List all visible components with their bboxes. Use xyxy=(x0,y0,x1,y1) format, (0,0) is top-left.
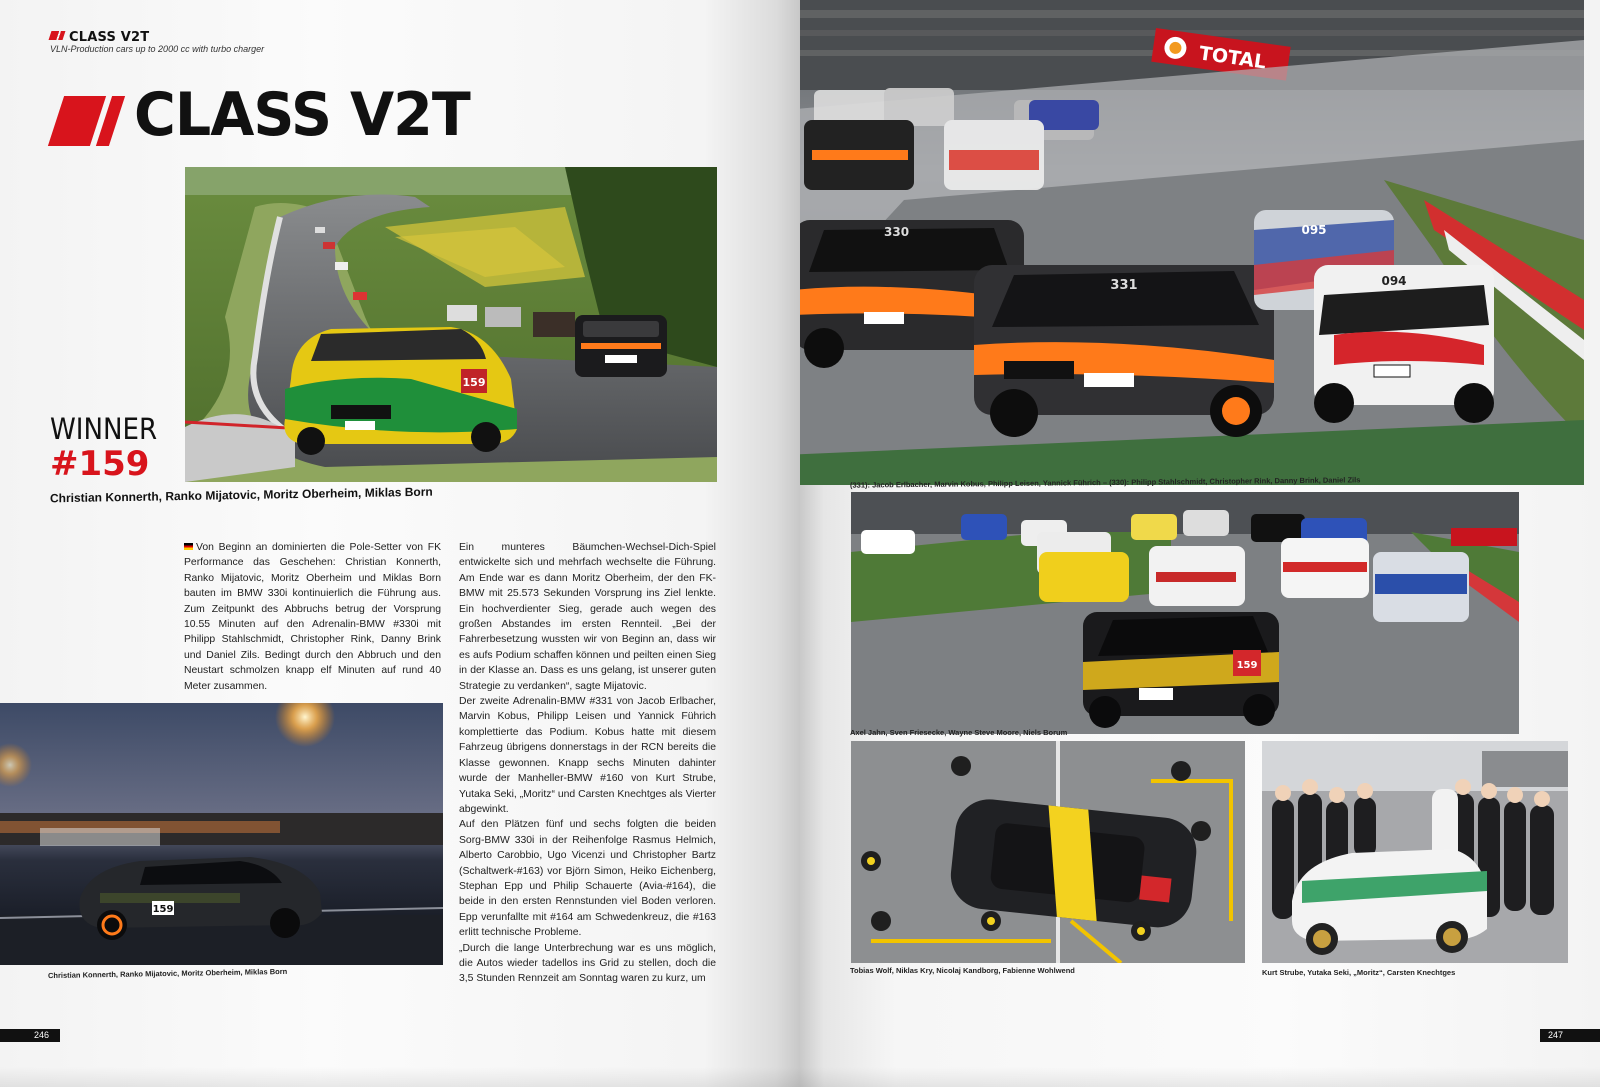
mid-race-photo xyxy=(851,492,1519,734)
germany-flag-icon xyxy=(184,543,193,550)
team-photo xyxy=(1262,741,1568,963)
winner-photo xyxy=(185,167,717,482)
top-car-number: 331 xyxy=(1110,278,1138,293)
column-2-paragraph: Der zweite Adrenalin-BMW #331 von Jacob Erlbacher, Marvin Kobus, Philipp Leisen und Yannick Führich komplettierte das Podium. Kobus hatte mit diesem Fahrzeug übrigens donnerstags in der RCN bereits die Klasse gewonnen. Knapp sechs Minuten dahinter wurde der Manheller-BMW #160 von Kurt Strube, Yutaka Seki, „Moritz“ und Carsten Knechtges als Vierter abgewinkt. xyxy=(459,696,716,815)
pit-stop-photo xyxy=(851,741,1245,963)
column-1-text: Von Beginn an dominierten die Pole-Setter von FK Performance das Geschehen: Christian Konnerth, Ranko Mijatovic, Moritz Oberheim und Miklas Born bauten im BMW 330i kontinuierlich die Führung aus. Zum Zeitpunkt des Abbruchs betrug der Vorsprung 10.55 Minuten auf den Adrenalin-BMW #330i mit Philipp Stahlschmidt, Christopher Rink, Danny Brink und Daniel Zils. Bedingt durch den Abbruch und den Neustart schmolzen knapp elf Minuten auf rund 40 Meter zusammen. xyxy=(184,542,441,692)
total-banner-text: TOTAL xyxy=(1197,42,1268,74)
page-edge-shadow xyxy=(800,1067,1600,1087)
team-photo-caption: Kurt Strube, Yutaka Seki, „Moritz“, Carsten Knechtges xyxy=(1262,968,1456,977)
top-car-number: 095 xyxy=(1301,223,1327,237)
section-kicker xyxy=(50,30,149,45)
night-photo xyxy=(0,703,443,965)
winner-car-number: 159 xyxy=(462,376,486,389)
winner-label: WINNER xyxy=(50,412,158,446)
section-subtitle: VLN-Production cars up to 2000 cc with turbo charger xyxy=(50,44,265,54)
column-2-paragraph: „Durch die lange Unterbrechung war es uns möglich, die Autos wieder tadellos ins Grid zu stellen, doch die 3,5 Stunden Rennzeit am Sonntag waren zu kurz, um xyxy=(459,942,716,985)
right-page xyxy=(800,0,1600,1087)
winner-drivers: Christian Konnerth, Ranko Mijatovic, Moritz Oberheim, Miklas Born xyxy=(50,484,433,506)
night-photo-caption: Christian Konnerth, Ranko Mijatovic, Moritz Oberheim, Miklas Born xyxy=(48,966,288,981)
top-car-number: 330 xyxy=(884,225,910,239)
title-text: CLASS V2T xyxy=(134,80,470,150)
kicker-mark-icon xyxy=(49,31,66,40)
winner-number: #159 xyxy=(50,444,150,484)
kicker-text: CLASS V2T xyxy=(69,30,150,45)
page-number-left: 246 xyxy=(0,1029,60,1042)
mid-photo-caption: Axel Jahn, Sven Friesecke, Wayne Steve Moore, Niels Borum xyxy=(850,728,1068,737)
top-car-number: 094 xyxy=(1381,274,1407,288)
article-column-2 xyxy=(459,540,716,987)
night-car-number: 159 xyxy=(152,904,174,915)
column-2-paragraph: Auf den Plätzen fünf und sechs folgten die beiden Sorg-BMW 330i in der Reihenfolge Rasmus Helmich, Alberto Carobbio, Ugo Vicenzi und Christopher Bartz (Schaltwerk-#163) vor Björn Simon, Heiko Eichenberg, Stephan Epp und Philip Schauerte (Avia-#164), die beide in den ersten Rennstunden viel Boden verloren. Epp verunfallte mit #164 am Schwedenkreuz, die #163 erlitt technische Probleme. xyxy=(459,819,716,939)
article-column-1 xyxy=(184,540,441,694)
title-mark-icon xyxy=(50,96,118,146)
page-edge-shadow xyxy=(0,1067,800,1087)
top-photo-caption: (331): Jacob Erlbacher, Marvin Kobus, Philipp Leisen, Yannick Führich – (330): Philipp Stahlschmidt, Christopher Rink, Danny Brink, Daniel Zils xyxy=(850,475,1361,490)
top-race-photo xyxy=(800,0,1584,485)
column-2-paragraph: Ein munteres Bäumchen-Wechsel-Dich-Spiel entwickelte sich und mehrfach wechselte die Führung. Am Ende war es dann Moritz Oberheim, der den FK-BMW mit 25.573 Sekunden Vorsprung ins Ziel lenkte. Ein hochverdienter Sieg, gerade auch wegen des großen Abstandes im ersten Rennteil. „Bei der Fahrerbesetzung wussten wir von Beginn an, dass wir es aufs Podium schaffen können und peilten einen Sieg in der Klasse an. Dass es uns gelang, ist unserer guten Strategie zu verdanken“, sagte Mijatovic. xyxy=(459,542,716,692)
mid-car-number: 159 xyxy=(1236,660,1258,671)
page-number-right: 247 xyxy=(1540,1029,1600,1042)
pit-photo-caption: Tobias Wolf, Niklas Kry, Nicolaj Kandborg, Fabienne Wohlwend xyxy=(850,966,1075,975)
